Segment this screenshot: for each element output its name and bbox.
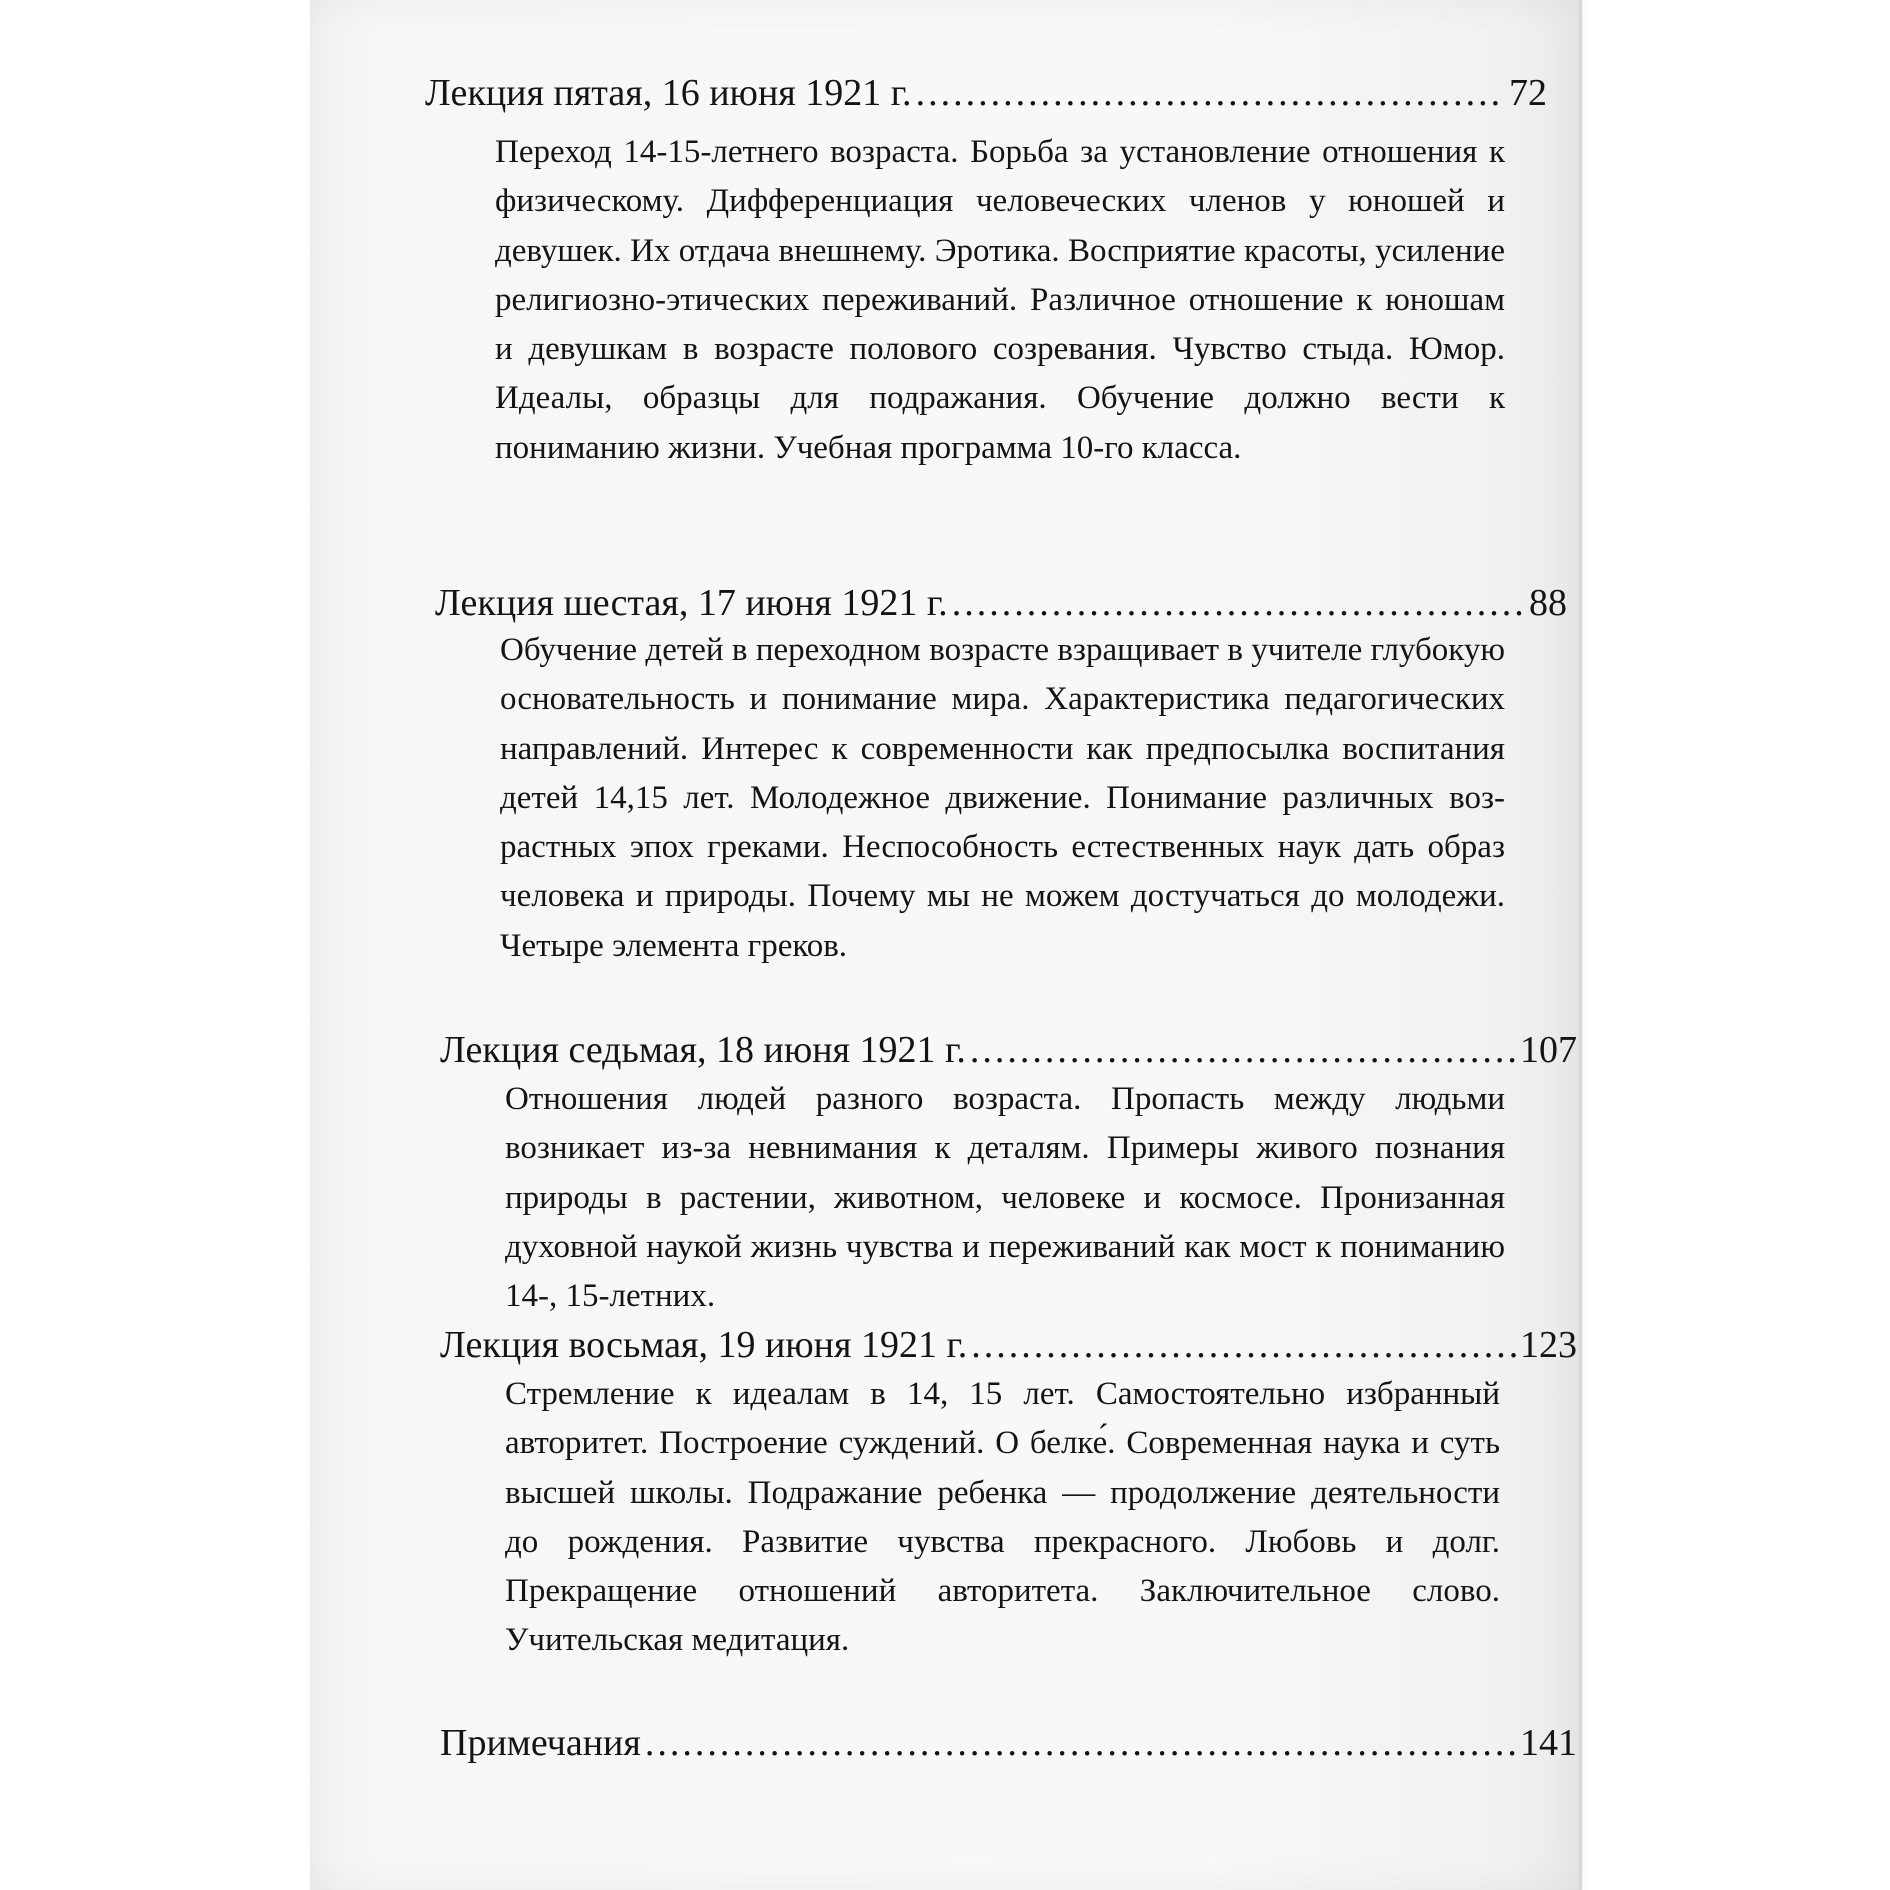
toc-entry-heading[interactable]: [440, 1718, 1577, 1768]
dot-leader: [916, 68, 1505, 118]
toc-entry-title: Примечания: [440, 1722, 641, 1764]
toc-entry-title: Лекция седьмая, 18 июня 1921 г.: [440, 1029, 966, 1071]
toc-entry-heading[interactable]: [440, 1320, 1577, 1370]
dot-leader: [971, 1320, 1516, 1370]
toc-entry-description: Стремление к идеалам в 14, 15 лет. Самостоятельно избранный авторитет. Построение суждений. О белке́. Современная наука и суть высшей школы. Подражание ребенка — продолжение деятельности до рождения. Развитие чувства прекрасного. Любовь и долг. Прекращение отношений авторитета. Заключительное слово. Учительская медитация.: [505, 1376, 1500, 1659]
toc-entry-heading[interactable]: [425, 68, 1547, 118]
toc-entry-description: Отношения людей разного возраста. Пропасть между людьми возникает из-за невнимания к деталям. Примеры живого познания природы в растении, животном, человеке и космосе. Пронизанная духовной наукой жизнь чувства и переживаний как мост к пониманию 14-, 15-летних.: [505, 1081, 1505, 1315]
toc-entry-page-number: 88: [1529, 582, 1567, 624]
toc-entry-page-number: 141: [1520, 1722, 1577, 1764]
toc-entry-page-number: 107: [1520, 1029, 1577, 1071]
toc-entry-heading[interactable]: [435, 578, 1567, 628]
toc-entry-heading[interactable]: [440, 1025, 1577, 1075]
toc-entry-description: Обучение детей в переходном возрасте взращивает в учителе глубокую основательность и понимание мира. Характеристика педагогических направлений. Интерес к современности как предпосылка воспитания детей 14,15 лет. Молодежное движение. Понимание различных возрастных эпох греками. Неспособность естественных наук дать образ человека и природы. Почему мы не можем достучаться до молодежи. Четыре элемента греков.: [500, 632, 1505, 964]
dot-leader: [952, 578, 1525, 628]
toc-entry-page-number: 123: [1520, 1324, 1577, 1366]
dot-leader: [970, 1025, 1516, 1075]
toc-entry-title: Лекция восьмая, 19 июня 1921 г.: [440, 1324, 968, 1366]
book-page: [310, 0, 1582, 1890]
toc-entry-title: Лекция пятая, 16 июня 1921 г.: [425, 72, 912, 114]
toc-entry-title: Лекция шестая, 17 июня 1921 г.: [435, 582, 948, 624]
toc-entry-page-number: 72: [1509, 72, 1547, 114]
dot-leader: [645, 1718, 1516, 1768]
toc-entry-description: Переход 14-15-летнего возраста. Борьба за установление отношения к физическому. Дифференциация человеческих членов у юношей и девушек. Их отдача внешнему. Эротика. Восприятие красоты, усиление религиозно-этических переживаний. Различное отношение к юношам и девушкам в возрасте полового созревания. Чувство стыда. Юмор. Идеалы, образцы для подражания. Обучение должно вести к пониманию жизни. Учебная программа 10-го класса.: [495, 134, 1505, 466]
